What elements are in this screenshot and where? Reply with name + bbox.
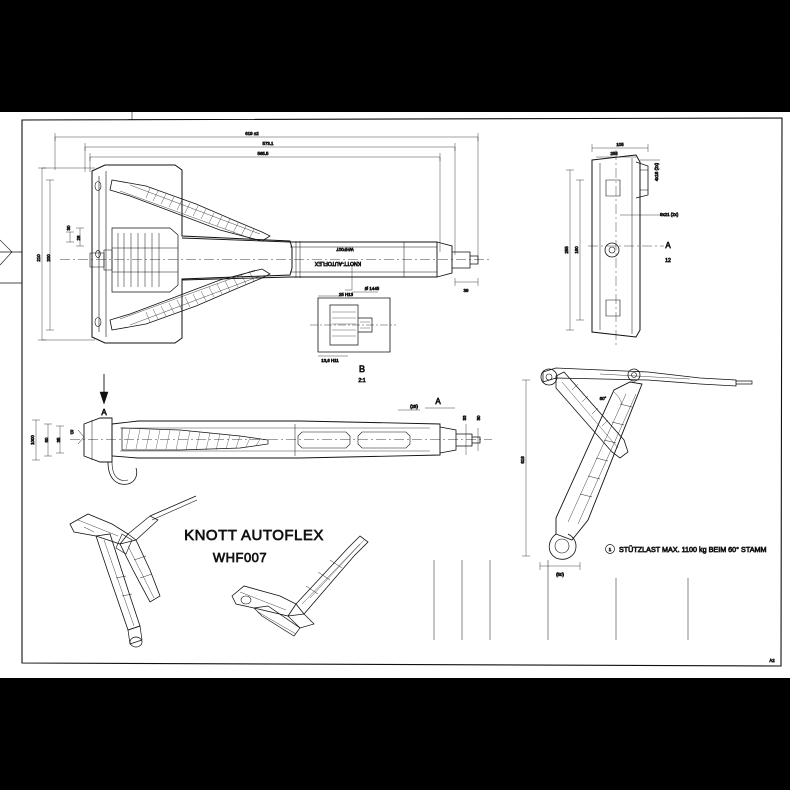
section-b-label: B bbox=[358, 364, 366, 374]
part-brand-label: KNOTT-AUTOFLEX bbox=[314, 260, 362, 266]
dim-30: 30 bbox=[66, 225, 71, 231]
dim-4x18: 4x18 (2x) bbox=[654, 162, 659, 182]
view-arrow-b: B bbox=[70, 430, 74, 436]
part-model-label: WHF007 bbox=[336, 247, 354, 252]
dim-30b: 30 bbox=[476, 415, 481, 421]
sheet-code: A2 bbox=[769, 658, 775, 663]
dim-573: 573.1 bbox=[262, 141, 274, 146]
dim-210: 210 bbox=[36, 254, 41, 262]
dim-619: 619 ±2 bbox=[245, 131, 259, 136]
dim-35: 35 bbox=[56, 437, 61, 443]
dim-50: (50) bbox=[556, 572, 564, 577]
dim-1445: Ø 1445 bbox=[364, 286, 380, 291]
isometric-view-left bbox=[70, 496, 197, 647]
annotations bbox=[184, 527, 775, 663]
right-side-view bbox=[564, 142, 679, 345]
note-support-load: STÜTZLAST MAX. 1100 kg BEIM 60° STAMM bbox=[619, 545, 767, 554]
dim-136H11: 13,6 H11 bbox=[321, 358, 339, 363]
dim-105: 105 bbox=[616, 142, 624, 147]
dim-200: 200 bbox=[46, 254, 51, 262]
dim-26: 26 bbox=[76, 235, 81, 241]
note-marker: 1 bbox=[608, 547, 612, 552]
model-title: WHF007 bbox=[212, 550, 268, 565]
front-elevation-view bbox=[30, 374, 492, 484]
dim-255b: 255 bbox=[564, 246, 569, 254]
section-b-scale: 2:1 bbox=[358, 378, 366, 384]
dim-25p: (25) bbox=[410, 404, 418, 409]
section-b-detail bbox=[310, 286, 396, 384]
dim-565: 565.5 bbox=[257, 151, 269, 156]
dim-255: 255 bbox=[610, 151, 618, 156]
dim-1000: 1000 bbox=[30, 435, 35, 445]
sheet-frame bbox=[0, 112, 782, 666]
dim-9x21: 9x21 (2x) bbox=[660, 212, 679, 217]
dim-39: 39 bbox=[463, 288, 469, 293]
view-a-label-right: A bbox=[665, 241, 671, 250]
dim-60: 60 bbox=[44, 437, 49, 443]
brand-title: KNOTT AUTOFLEX bbox=[184, 527, 324, 544]
dim-160: 160 bbox=[574, 246, 579, 254]
section-a-label: A bbox=[435, 397, 441, 406]
dim-60deg: 60° bbox=[599, 396, 607, 401]
dim-33: 33 bbox=[462, 415, 467, 421]
dim-618: 618 bbox=[520, 456, 525, 464]
view-arrow-a: A bbox=[101, 408, 107, 417]
dim-12: 12 bbox=[665, 258, 671, 264]
top-view bbox=[38, 133, 490, 343]
dim-25H13: 25 H13 bbox=[338, 292, 354, 297]
